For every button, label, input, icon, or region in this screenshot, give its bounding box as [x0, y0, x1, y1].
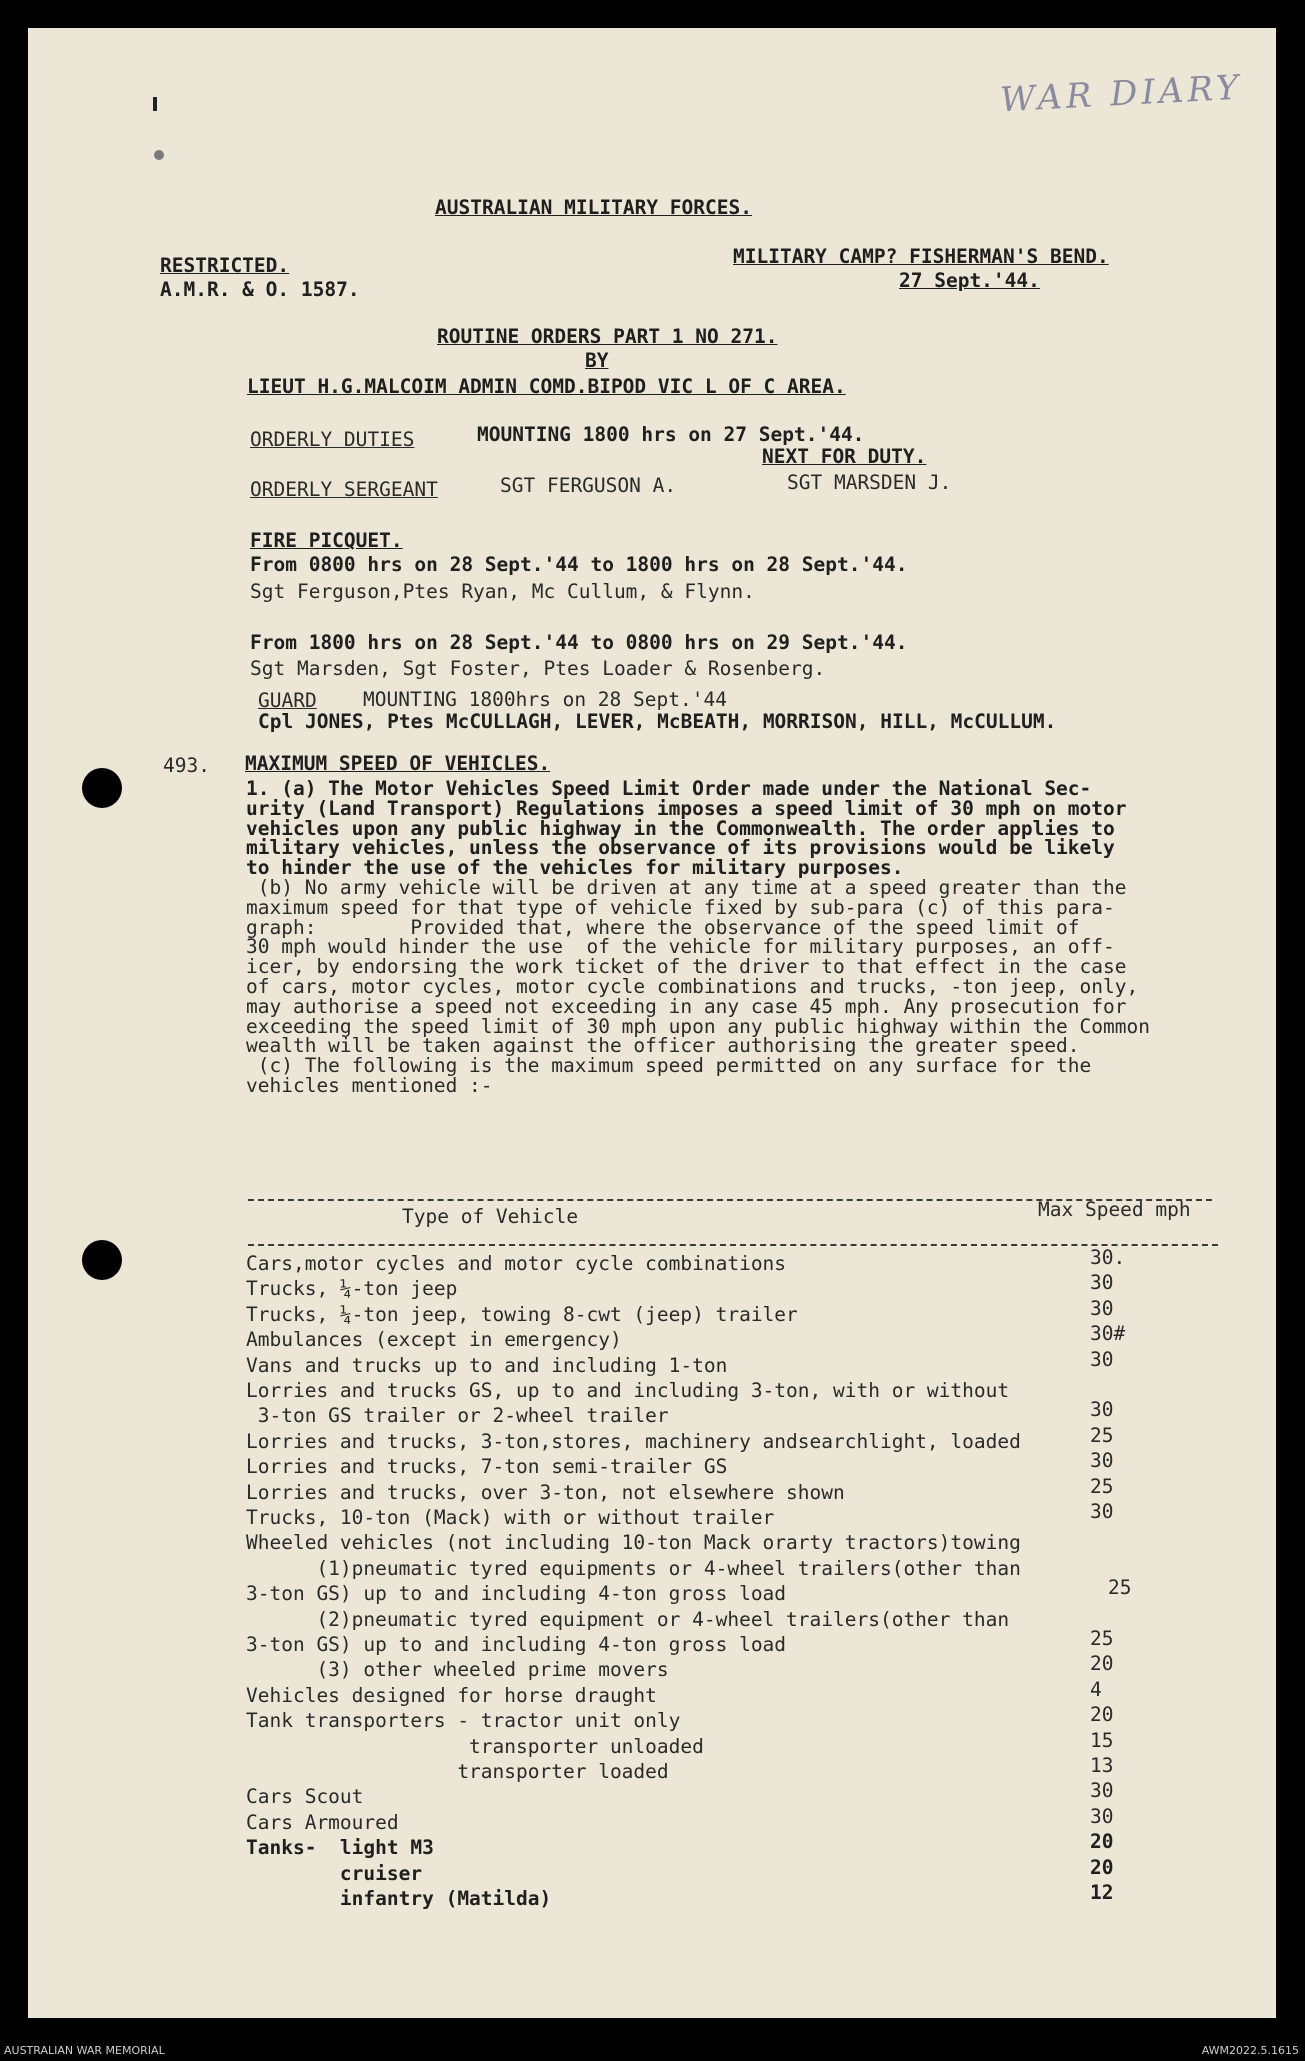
- section-body-line: (b) No army vehicle will be driven at any time at a speed greater than the: [246, 876, 1127, 899]
- table-row-type: Cars Scout: [246, 1785, 364, 1809]
- authority: LIEUT H.G.MALCOIM ADMIN COMD.BIPOD VIC L OF C AREA.: [247, 375, 846, 398]
- table-row-speed: 25: [1090, 1423, 1114, 1447]
- fire-picquet-shift2-names: Sgt Marsden, Sgt Foster, Ptes Loader & Rosenberg.: [250, 657, 826, 680]
- table-row-type: Lorries and trucks GS, up to and including 3-ton, with or without: [246, 1379, 1010, 1402]
- binder-hole-bottom: [82, 1240, 122, 1280]
- table-row-speed: 30.: [1090, 1246, 1126, 1269]
- table-row-type: Cars Armoured: [246, 1810, 399, 1834]
- section-title: MAXIMUM SPEED OF VEHICLES.: [245, 752, 551, 775]
- table-row-speed: 30: [1090, 1398, 1114, 1422]
- table-row-type: Tank transporters - tractor unit only: [246, 1709, 681, 1733]
- table-row-speed: 20: [1090, 1652, 1114, 1676]
- section-body-line: 30 mph would hinder the use of the vehicle for military purposes, an off-: [246, 935, 1115, 959]
- section-body-line: wealth will be taken against the officer authorising the greater speed.: [246, 1034, 1080, 1058]
- table-row-type: 3-ton GS trailer or 2-wheel trailer: [246, 1404, 669, 1428]
- table-row-speed: 13: [1090, 1754, 1114, 1777]
- section-body-line: graph: Provided that, where the observance of the speed limit of: [246, 915, 1080, 939]
- section-body-line: (c) The following is the maximum speed permitted on any surface for the: [246, 1054, 1092, 1078]
- table-row-type: Vans and trucks up to and including 1-ton: [246, 1353, 728, 1377]
- table-row-type: 3-ton GS) up to and including 4-ton gross load: [246, 1582, 787, 1606]
- section-body-line: may authorise a speed not exceeding in any case 45 mph. Any prosecution for: [246, 994, 1127, 1018]
- footer-reference: AWM2022.5.1615: [1201, 2044, 1299, 2057]
- table-row-speed: 20: [1090, 1703, 1114, 1727]
- next-for-duty-label: NEXT FOR DUTY.: [762, 445, 927, 468]
- section-body-line: vehicles upon any public highway in the Commonwealth. The order applies to: [246, 816, 1115, 840]
- location: MILITARY CAMP? FISHERMAN'S BEND.: [733, 245, 1109, 268]
- section-body-line: maximum speed for that type of vehicle fixed by sub-para (c) of this para-: [246, 895, 1115, 919]
- war-diary-annotation: WAR DIARY: [999, 67, 1244, 121]
- document-heading: AUSTRALIAN MILITARY FORCES.: [435, 196, 752, 219]
- table-row-type: 3-ton GS) up to and including 4-ton gross load: [246, 1633, 787, 1656]
- table-row-type: Trucks, 10-ton (Mack) with or without trailer: [246, 1506, 775, 1529]
- table-header-speed: Max Speed mph: [1038, 1198, 1191, 1221]
- section-body-line: 1. (a) The Motor Vehicles Speed Limit Order made under the National Sec-: [246, 777, 1092, 800]
- table-row-type: Cars,motor cycles and motor cycle combinations: [246, 1252, 787, 1275]
- document-date: 27 Sept.'44.: [899, 269, 1040, 292]
- table-row-type: (2)pneumatic tyred equipment or 4-wheel trailers(other than: [246, 1607, 1010, 1631]
- table-row-speed: 20: [1090, 1830, 1114, 1854]
- table-row-type: Trucks, ¼-ton jeep, towing 8-cwt (jeep) trailer: [246, 1302, 798, 1326]
- classification: RESTRICTED.: [160, 254, 290, 277]
- section-body-line: urity (Land Transport) Regulations imposes a speed limit of 30 mph on motor: [246, 796, 1127, 820]
- guard-mounting: MOUNTING 1800hrs on 28 Sept.'44: [363, 688, 727, 711]
- guard-names: Cpl JONES, Ptes McCULLAGH, LEVER, McBEATH, MORRISON, HILL, McCULLUM.: [258, 710, 1057, 733]
- fire-picquet-shift2-time: From 1800 hrs on 28 Sept.'44 to 0800 hrs on 29 Sept.'44.: [250, 631, 908, 654]
- table-row-speed: 12: [1090, 1881, 1114, 1904]
- table-row-speed: 25: [1108, 1576, 1132, 1600]
- table-header-type: Type of Vehicle: [402, 1205, 579, 1228]
- orders-title: ROUTINE ORDERS PART 1 NO 271.: [437, 325, 778, 348]
- table-row-type: Vehicles designed for horse draught: [246, 1683, 657, 1707]
- fire-picquet-label: FIRE PICQUET.: [250, 529, 403, 552]
- table-row-type: (1)pneumatic tyred equipments or 4-wheel trailers(other than: [246, 1556, 1021, 1580]
- section-body-line: of cars, motor cycles, motor cycle combinations and trucks, -ton jeep, only,: [246, 975, 1139, 998]
- table-row-type: Trucks, ¼-ton jeep: [246, 1277, 458, 1301]
- table-row-type: (3) other wheeled prime movers: [246, 1658, 669, 1682]
- table-row-speed: 30: [1090, 1500, 1114, 1523]
- orderly-duties-mounting: MOUNTING 1800 hrs on 27 Sept.'44.: [477, 423, 865, 446]
- orderly-sergeant-name: SGT FERGUSON A.: [500, 474, 677, 497]
- by-line: BY: [585, 349, 609, 372]
- table-row-type: transporter loaded: [246, 1760, 669, 1783]
- punch-mark: [153, 97, 157, 111]
- table-row-speed: 30: [1090, 1271, 1114, 1295]
- table-row-speed: 30: [1090, 1296, 1114, 1320]
- table-row-speed: 30#: [1090, 1322, 1126, 1346]
- orderly-sergeant-label: ORDERLY SERGEANT: [250, 478, 438, 501]
- guard-label: GUARD: [258, 689, 317, 712]
- section-body-line: vehicles mentioned :-: [246, 1074, 493, 1097]
- table-row-speed: 20: [1090, 1855, 1114, 1879]
- table-row-speed: 30: [1090, 1779, 1114, 1803]
- section-body-line: icer, by endorsing the work ticket of the driver to that effect in the case: [246, 955, 1127, 979]
- reference: A.M.R. & O. 1587.: [160, 278, 360, 301]
- table-row-speed: 25: [1090, 1474, 1114, 1498]
- section-body-line: exceeding the speed limit of 30 mph upon any public highway within the Common: [246, 1014, 1150, 1038]
- table-rule-bottom: [248, 1244, 1218, 1246]
- binder-hole-top: [82, 768, 122, 808]
- orderly-duties-label: ORDERLY DUTIES: [250, 428, 415, 451]
- table-row-type: Lorries and trucks, over 3-ton, not elsewhere shown: [246, 1480, 845, 1504]
- table-row-type: Ambulances (except in emergency): [246, 1328, 622, 1352]
- section-number: 493.: [163, 754, 210, 777]
- table-row-speed: 4: [1090, 1677, 1102, 1701]
- table-row-type: infantry (Matilda): [246, 1887, 552, 1910]
- table-row-type: Lorries and trucks, 3-ton,stores, machinery andsearchlight, loaded: [246, 1429, 1021, 1453]
- table-row-type: Wheeled vehicles (not including 10-ton Mack orarty tractors)towing: [246, 1531, 1021, 1555]
- table-row-speed: 15: [1090, 1728, 1114, 1752]
- table-row-speed: 30: [1090, 1347, 1114, 1371]
- table-row-type: Lorries and trucks, 7-ton semi-trailer GS: [246, 1455, 728, 1479]
- table-row-type: cruiser: [246, 1861, 423, 1885]
- staple-mark: [154, 150, 164, 160]
- next-sergeant-name: SGT MARSDEN J.: [787, 471, 952, 494]
- fire-picquet-shift1-names: Sgt Ferguson,Ptes Ryan, Mc Cullum, & Flynn.: [250, 580, 755, 603]
- section-body-line: military vehicles, unless the observance of its provisions would be likely: [246, 836, 1115, 860]
- table-row-type: Tanks- light M3: [246, 1836, 434, 1860]
- table-row-speed: 30: [1090, 1804, 1114, 1828]
- table-row-speed: 30: [1090, 1449, 1114, 1473]
- fire-picquet-shift1-time: From 0800 hrs on 28 Sept.'44 to 1800 hrs on 28 Sept.'44.: [250, 553, 908, 576]
- footer-credit: AUSTRALIAN WAR MEMORIAL: [4, 2044, 165, 2057]
- table-row-type: transporter unloaded: [246, 1734, 704, 1758]
- section-body-line: to hinder the use of the vehicles for military purposes.: [246, 856, 904, 880]
- table-row-speed: 25: [1090, 1627, 1114, 1650]
